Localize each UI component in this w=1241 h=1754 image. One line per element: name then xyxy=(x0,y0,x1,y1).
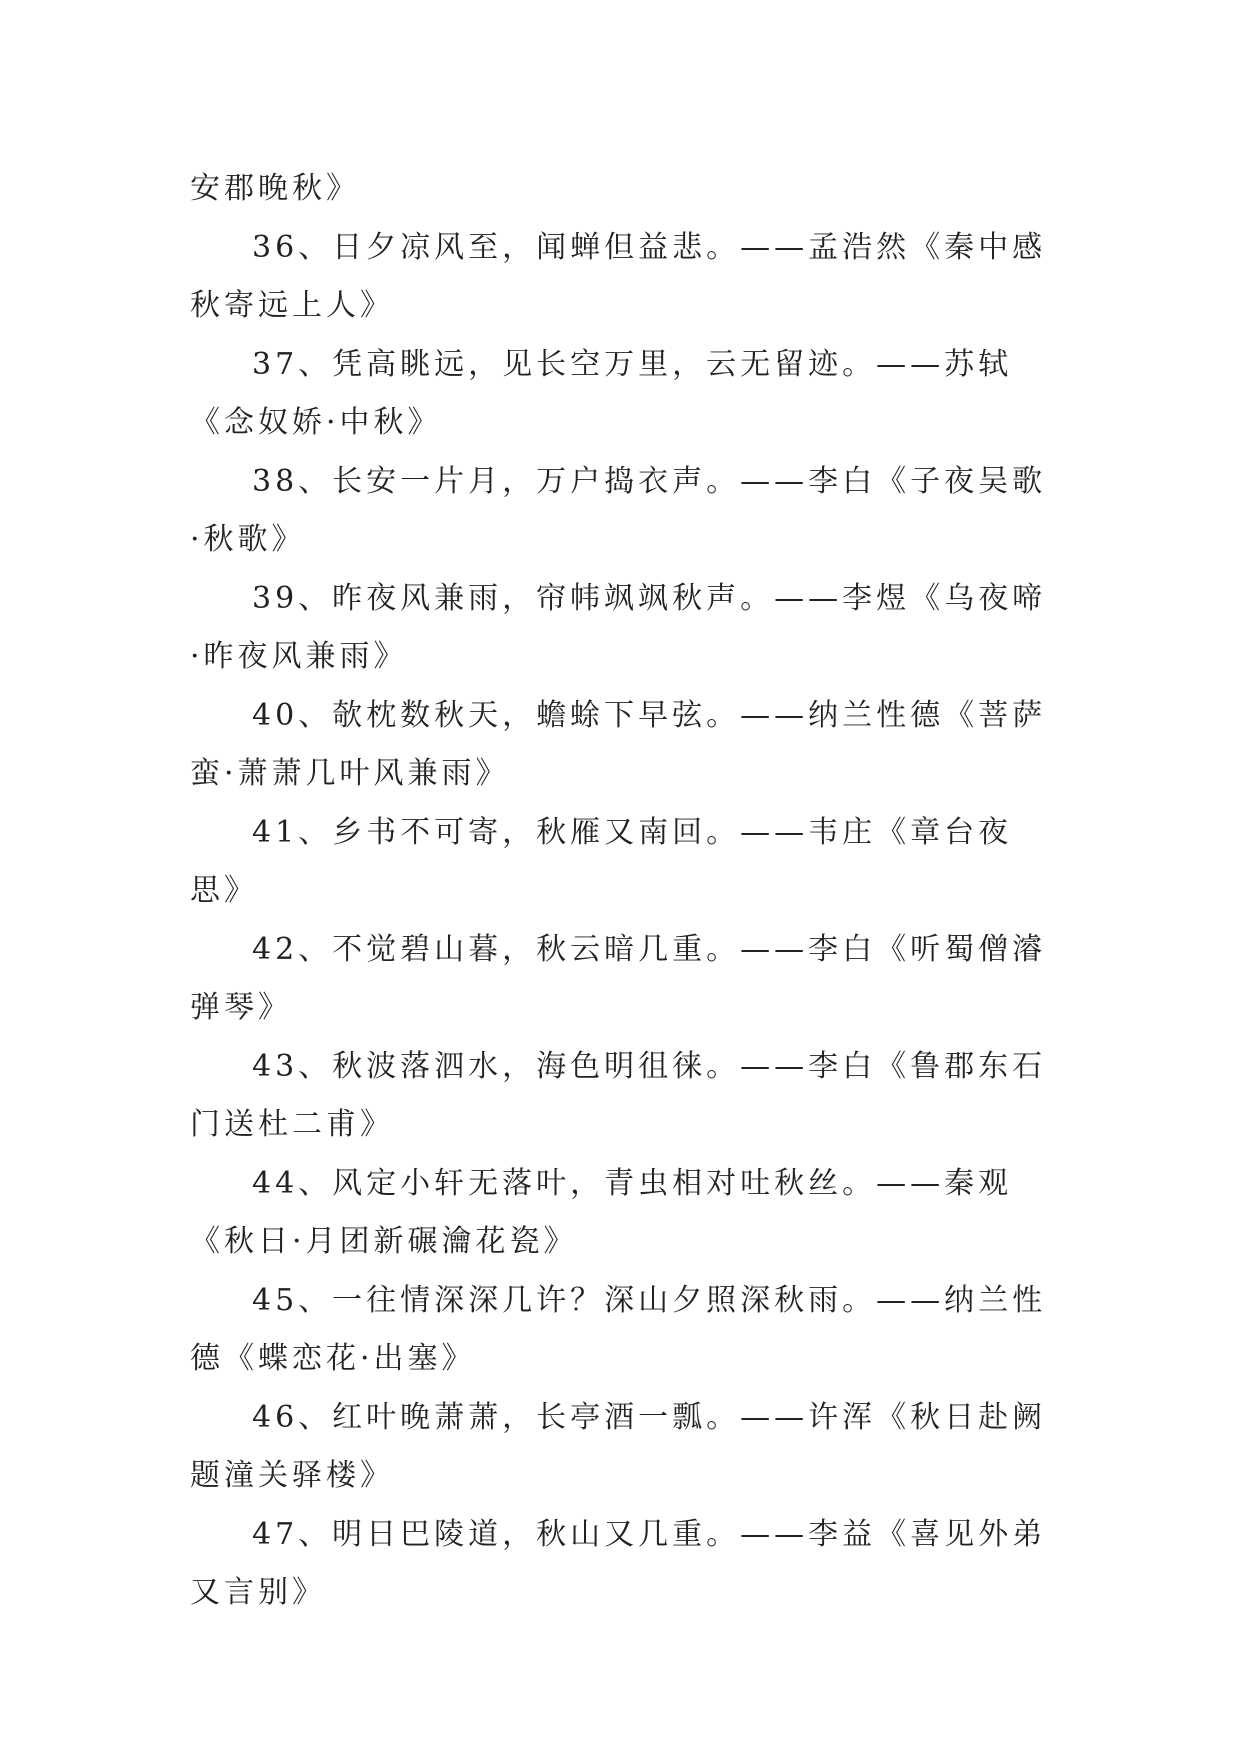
poem-line-43: 43、秋波落泗水，海色明徂徕。——李白《鲁郡东石门送杜二甫》 xyxy=(190,1048,1047,1142)
poem-line-36: 36、日夕凉风至，闻蝉但益悲。——孟浩然《秦中感秋寄远上人》 xyxy=(190,229,1047,323)
poem-line-40: 40、欹枕数秋天，蟾蜍下早弦。——纳兰性德《菩萨蛮·萧萧几叶风兼雨》 xyxy=(190,697,1047,791)
poem-line-38: 38、长安一片月，万户捣衣声。——李白《子夜吴歌·秋歌》 xyxy=(190,463,1047,557)
poem-line-42: 42、不觉碧山暮，秋云暗几重。——李白《听蜀僧濬弹琴》 xyxy=(190,931,1047,1025)
poem-line-39: 39、昨夜风兼雨，帘帏飒飒秋声。——李煜《乌夜啼·昨夜风兼雨》 xyxy=(190,580,1047,674)
poem-line-41: 41、乡书不可寄，秋雁又南回。——韦庄《章台夜思》 xyxy=(190,814,1013,908)
poem-line-44: 44、风定小轩无落叶，青虫相对吐秋丝。——秦观《秋日·月团新碾瀹花瓷》 xyxy=(190,1165,1013,1259)
poem-line-46: 46、红叶晚萧萧，长亭酒一瓢。——许浑《秋日赴阙题潼关驿楼》 xyxy=(190,1399,1047,1493)
paragraph-continuation: 安郡晚秋》 xyxy=(190,171,360,206)
poem-line-47: 47、明日巴陵道，秋山又几重。——李益《喜见外弟又言别》 xyxy=(190,1516,1047,1610)
document-body xyxy=(190,160,1050,1623)
poem-line-45: 45、一往情深深几许？深山夕照深秋雨。——纳兰性德《蝶恋花·出塞》 xyxy=(190,1282,1047,1376)
poem-line-37: 37、凭高眺远，见长空万里，云无留迹。——苏轼《念奴娇·中秋》 xyxy=(190,346,1013,440)
